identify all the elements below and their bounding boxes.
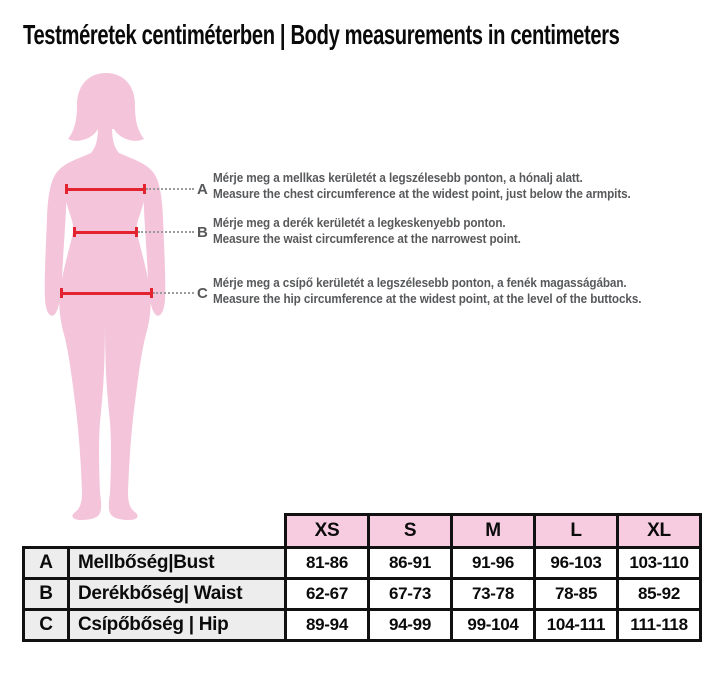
size-header-xl: XL — [618, 515, 701, 548]
hip-value-xl: 111-118 — [618, 610, 701, 641]
measure-letter-c: C — [197, 285, 208, 302]
row-label: Mellbőség|Bust — [69, 548, 286, 579]
waist-value-s: 67-73 — [369, 579, 452, 610]
waist-value-l: 78-85 — [535, 579, 618, 610]
header-blank-label-cell — [69, 515, 286, 548]
bust-value-l: 96-103 — [535, 548, 618, 579]
hip-value-m: 99-104 — [452, 610, 535, 641]
bust-measure-note — [213, 170, 717, 202]
waist-value-xs: 62-67 — [286, 579, 369, 610]
row-label: Csípőbőség | Hip — [69, 610, 286, 641]
size-table — [22, 513, 702, 642]
size-header-s: S — [369, 515, 452, 548]
waist-measure-line — [73, 227, 138, 237]
waist-value-m: 73-78 — [452, 579, 535, 610]
header-blank-letter-cell — [24, 515, 69, 548]
hip-value-s: 94-99 — [369, 610, 452, 641]
size-header-row — [24, 515, 701, 548]
hip-measure-note — [213, 275, 717, 307]
row-letter: B — [24, 579, 69, 610]
row-letter: A — [24, 548, 69, 579]
bust-value-m: 91-96 — [452, 548, 535, 579]
bust-value-s: 86-91 — [369, 548, 452, 579]
measure-letter-a: A — [197, 181, 208, 198]
hip-leader-line — [153, 292, 194, 294]
bust-value-xl: 103-110 — [618, 548, 701, 579]
bust-value-xs: 81-86 — [286, 548, 369, 579]
bust-leader-line — [146, 188, 194, 190]
size-header-m: M — [452, 515, 535, 548]
table-row-waist — [24, 579, 701, 610]
size-header-xs: XS — [286, 515, 369, 548]
bust-measure-line — [65, 184, 146, 194]
waist-note-en: Measure the waist circumference at the narrowest point. — [213, 231, 521, 246]
waist-leader-line — [138, 231, 194, 233]
waist-value-xl: 85-92 — [618, 579, 701, 610]
measure-letter-b: B — [197, 224, 208, 241]
table-row-bust — [24, 548, 701, 579]
row-letter: C — [24, 610, 69, 641]
table-row-hip — [24, 610, 701, 641]
waist-measure-note — [213, 215, 717, 247]
hip-note-en: Measure the hip circumference at the widest point, at the level of the buttocks. — [213, 291, 642, 306]
hip-note-hu: Mérje meg a csípő kerületét a legszélesebb ponton, a fenék magasságában. — [213, 275, 627, 290]
row-label: Derékbőség| Waist — [69, 579, 286, 610]
bust-note-en: Measure the chest circumference at the widest point, just below the armpits. — [213, 186, 631, 201]
page-title: Testméretek centiméterben | Body measurements in centimeters — [23, 19, 620, 50]
size-header-l: L — [535, 515, 618, 548]
hip-value-xs: 89-94 — [286, 610, 369, 641]
waist-note-hu: Mérje meg a derék kerületét a legkeskenyebb ponton. — [213, 215, 506, 230]
hip-value-l: 104-111 — [535, 610, 618, 641]
bust-note-hu: Mérje meg a mellkas kerületét a legszélesebb ponton, a hónalj alatt. — [213, 170, 583, 185]
hip-measure-line — [60, 288, 153, 298]
